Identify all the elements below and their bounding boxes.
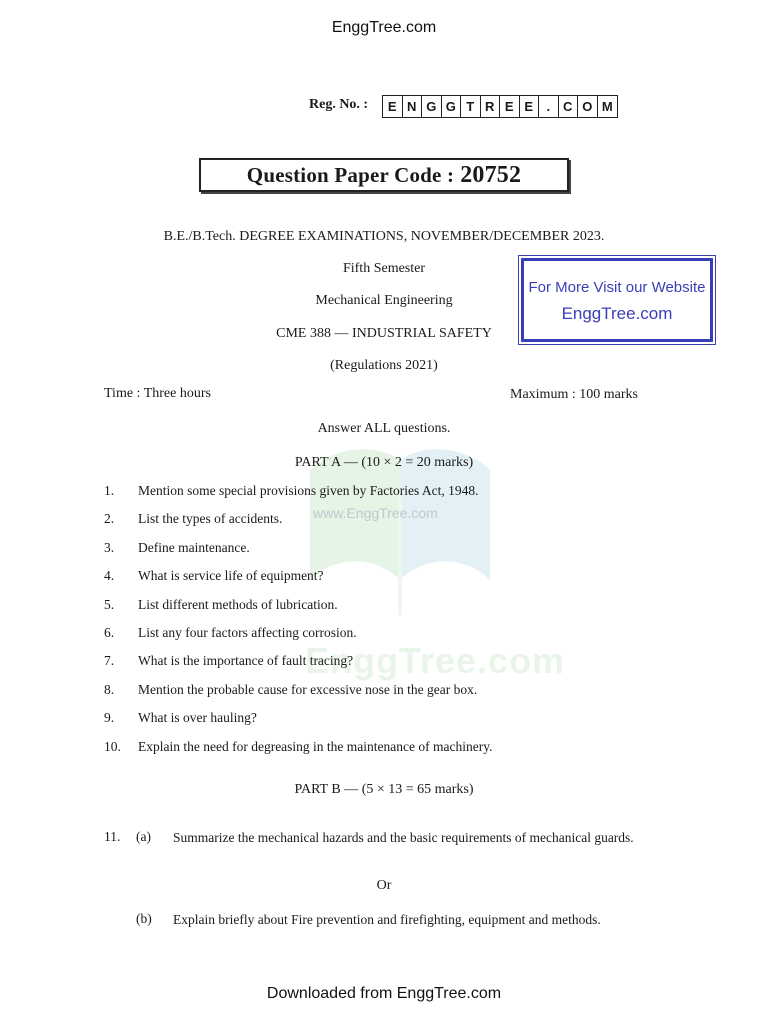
question-text: Summarize the mechanical hazards and the basic requirements of mechanical guards. bbox=[173, 830, 634, 845]
reg-no-char: T bbox=[461, 96, 481, 117]
watermark-url: www.EnggTree.com bbox=[313, 505, 438, 521]
sub-question-label: (b) bbox=[136, 911, 152, 926]
question-number: 5. bbox=[104, 596, 115, 612]
reg-no-char: E bbox=[383, 96, 403, 117]
question-text: List different methods of lubrication. bbox=[138, 596, 338, 612]
question-text: List any four factors affecting corrosion. bbox=[138, 625, 357, 640]
maximum-marks: Maximum : 100 marks bbox=[510, 387, 638, 402]
question-row bbox=[104, 597, 338, 613]
question-text: Explain briefly about Fire prevention and firefighting, equipment and methods. bbox=[173, 912, 601, 927]
reg-no-char: E bbox=[520, 96, 540, 117]
question-text: What is service life of equipment? bbox=[138, 568, 324, 584]
reg-no-char: . bbox=[539, 96, 559, 117]
question-text: Define maintenance. bbox=[138, 539, 250, 555]
question-number: 1. bbox=[104, 483, 115, 498]
site-footer: Downloaded from EnggTree.com bbox=[266, 985, 502, 1002]
question-text: What is over hauling? bbox=[138, 710, 257, 726]
question-row bbox=[104, 739, 492, 755]
regulation: (Regulations 2021) bbox=[330, 358, 438, 373]
question-row bbox=[104, 540, 250, 556]
question-row bbox=[104, 625, 357, 641]
site-header: EnggTree.com bbox=[331, 19, 437, 36]
course-title: CME 388 — INDUSTRIAL SAFETY bbox=[276, 326, 492, 341]
instruction: Answer ALL questions. bbox=[317, 421, 451, 436]
reg-no-char: C bbox=[559, 96, 579, 117]
question-text: Mention the probable cause for excessive nose in the gear box. bbox=[138, 681, 478, 697]
reg-no-char: G bbox=[442, 96, 462, 117]
semester-text: Fifth Semester bbox=[342, 261, 426, 276]
exam-title: B.E./B.Tech. DEGREE EXAMINATIONS, NOVEMBER/DECEMBER 2023. bbox=[163, 229, 605, 244]
question-row bbox=[104, 568, 324, 584]
website-promo-box[interactable] bbox=[521, 258, 713, 342]
question-11b bbox=[104, 911, 664, 951]
question-number: 7. bbox=[104, 653, 115, 669]
question-number: 4. bbox=[104, 568, 115, 584]
question-number: 6. bbox=[104, 625, 115, 640]
paper-code-label: Question Paper Code : bbox=[246, 162, 455, 187]
question-number: 9. bbox=[104, 710, 115, 726]
reg-no-char: N bbox=[403, 96, 423, 117]
reg-no-char: O bbox=[578, 96, 598, 117]
question-text: What is the importance of fault tracing? bbox=[138, 653, 354, 669]
question-row bbox=[104, 653, 353, 669]
sub-question-label: (a) bbox=[136, 829, 151, 844]
question-row bbox=[104, 682, 477, 698]
question-text: Explain the need for degreasing in the maintenance of machinery. bbox=[138, 738, 493, 754]
part-b-heading: PART B — (5 × 13 = 65 marks) bbox=[294, 782, 474, 797]
question-number: 11. bbox=[104, 829, 121, 844]
question-11a bbox=[104, 829, 664, 869]
or-separator: Or bbox=[376, 878, 392, 893]
question-number: 10. bbox=[104, 738, 121, 754]
question-number: 3. bbox=[104, 539, 115, 555]
reg-no-char: G bbox=[422, 96, 442, 117]
question-number: 2. bbox=[104, 511, 115, 527]
promo-line-2: EnggTree.com bbox=[561, 304, 673, 323]
question-row bbox=[104, 511, 282, 527]
question-text: List the types of accidents. bbox=[138, 511, 283, 527]
question-text: Mention some special provisions given by Factories Act, 1948. bbox=[138, 483, 479, 498]
exam-duration: Time : Three hours bbox=[104, 386, 211, 401]
promo-line-1: For More Visit our Website bbox=[528, 279, 706, 296]
part-a-heading: PART A — (10 × 2 = 20 marks) bbox=[294, 455, 474, 470]
paper-code-value: 20752 bbox=[460, 161, 522, 188]
question-row bbox=[104, 483, 478, 499]
reg-no-label: Reg. No. : bbox=[309, 97, 369, 112]
reg-no-boxes bbox=[382, 95, 618, 118]
reg-no-char: R bbox=[481, 96, 501, 117]
reg-no-char: M bbox=[601, 99, 613, 114]
branch: Mechanical Engineering bbox=[315, 293, 453, 308]
question-row bbox=[104, 710, 257, 726]
question-number: 8. bbox=[104, 681, 115, 697]
reg-no-char: E bbox=[500, 96, 520, 117]
watermark-big-text: EnggTree.com bbox=[305, 640, 566, 681]
question-paper-code-box bbox=[199, 158, 569, 192]
